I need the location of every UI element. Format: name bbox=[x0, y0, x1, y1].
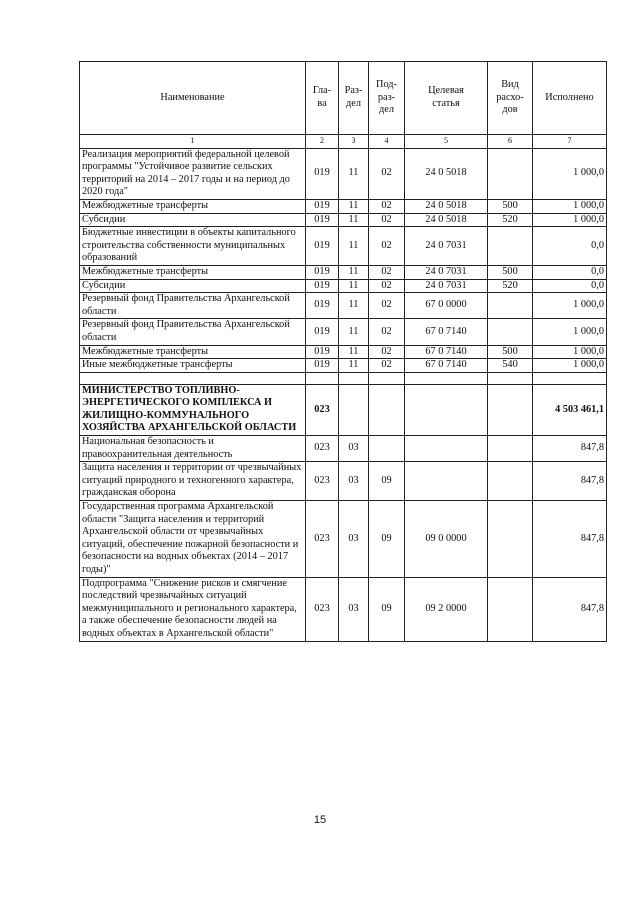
cell-vid bbox=[488, 293, 533, 319]
cell-ispolneno: 847,8 bbox=[533, 436, 607, 462]
cell-celevaya: 67 0 7140 bbox=[405, 359, 488, 373]
table-row bbox=[80, 359, 607, 373]
cell-podrazdel: 02 bbox=[369, 319, 405, 345]
cell-vid bbox=[488, 372, 533, 384]
table-row bbox=[80, 577, 607, 641]
col-number: 1 bbox=[80, 135, 306, 149]
cell-glava: 019 bbox=[306, 227, 339, 266]
cell-vid bbox=[488, 148, 533, 199]
header-name: Наименование bbox=[80, 62, 306, 135]
cell-celevaya bbox=[405, 384, 488, 435]
table-row bbox=[80, 372, 607, 384]
col-number: 2 bbox=[306, 135, 339, 149]
cell-name: Реализация мероприятий федеральной целевой программы "Устойчивое развитие сельских территорий на 2014 – 2017 годы и на период до 2020 года" bbox=[80, 148, 306, 199]
table-row bbox=[80, 293, 607, 319]
cell-podrazdel: 02 bbox=[369, 279, 405, 293]
cell-name bbox=[80, 372, 306, 384]
table-row bbox=[80, 227, 607, 266]
header-row bbox=[80, 62, 607, 135]
cell-podrazdel: 02 bbox=[369, 199, 405, 213]
cell-celevaya: 09 0 0000 bbox=[405, 501, 488, 578]
cell-vid bbox=[488, 436, 533, 462]
cell-glava: 023 bbox=[306, 577, 339, 641]
table-row bbox=[80, 319, 607, 345]
header-razdel: Раз- дел bbox=[339, 62, 369, 135]
cell-ispolneno bbox=[533, 372, 607, 384]
cell-podrazdel: 02 bbox=[369, 265, 405, 279]
cell-name: Резервный фонд Правительства Архангельской области bbox=[80, 293, 306, 319]
cell-celevaya: 09 2 0000 bbox=[405, 577, 488, 641]
cell-podrazdel: 09 bbox=[369, 577, 405, 641]
cell-podrazdel: 02 bbox=[369, 359, 405, 373]
cell-razdel: 11 bbox=[339, 227, 369, 266]
cell-ispolneno: 0,0 bbox=[533, 279, 607, 293]
table-row bbox=[80, 279, 607, 293]
cell-glava bbox=[306, 372, 339, 384]
cell-podrazdel bbox=[369, 384, 405, 435]
cell-ispolneno: 0,0 bbox=[533, 227, 607, 266]
cell-podrazdel: 02 bbox=[369, 148, 405, 199]
cell-celevaya: 67 0 7140 bbox=[405, 345, 488, 359]
table-row bbox=[80, 199, 607, 213]
cell-celevaya: 24 0 5018 bbox=[405, 199, 488, 213]
header-glava: Гла- ва bbox=[306, 62, 339, 135]
cell-razdel: 11 bbox=[339, 148, 369, 199]
page-number: 15 bbox=[313, 814, 327, 826]
cell-vid: 520 bbox=[488, 213, 533, 227]
cell-name: Межбюджетные трансферты bbox=[80, 265, 306, 279]
cell-ispolneno: 1 000,0 bbox=[533, 345, 607, 359]
cell-vid bbox=[488, 384, 533, 435]
cell-vid bbox=[488, 227, 533, 266]
cell-name: Субсидии bbox=[80, 213, 306, 227]
col-number: 3 bbox=[339, 135, 369, 149]
header-ispolneno: Исполнено bbox=[533, 62, 607, 135]
cell-vid: 500 bbox=[488, 345, 533, 359]
cell-ispolneno: 1 000,0 bbox=[533, 213, 607, 227]
cell-razdel bbox=[339, 372, 369, 384]
cell-celevaya: 24 0 7031 bbox=[405, 279, 488, 293]
cell-vid bbox=[488, 462, 533, 501]
cell-name: Межбюджетные трансферты bbox=[80, 345, 306, 359]
cell-glava: 023 bbox=[306, 436, 339, 462]
cell-celevaya: 24 0 5018 bbox=[405, 213, 488, 227]
cell-name: МИНИСТЕРСТВО ТОПЛИВНО-ЭНЕРГЕТИЧЕСКОГО КОМПЛЕКСА И ЖИЛИЩНО-КОММУНАЛЬНОГО ХОЗЯЙСТВА АРХАНГЕЛЬСКОЙ ОБЛАСТИ bbox=[80, 384, 306, 435]
cell-celevaya bbox=[405, 436, 488, 462]
cell-vid: 540 bbox=[488, 359, 533, 373]
cell-name: Государственная программа Архангельской области "Защита населения и территорий Архангельской области от чрезвычайных ситуаций, обеспечение пожарной безопасности и безопасности на водных объектах (2014 – 2017 годы)" bbox=[80, 501, 306, 578]
cell-ispolneno: 0,0 bbox=[533, 265, 607, 279]
table-row bbox=[80, 345, 607, 359]
cell-glava: 019 bbox=[306, 213, 339, 227]
cell-glava: 019 bbox=[306, 279, 339, 293]
cell-razdel: 03 bbox=[339, 577, 369, 641]
table-row bbox=[80, 384, 607, 435]
cell-vid bbox=[488, 319, 533, 345]
cell-podrazdel: 09 bbox=[369, 462, 405, 501]
cell-name: Субсидии bbox=[80, 279, 306, 293]
cell-razdel: 03 bbox=[339, 436, 369, 462]
cell-razdel: 11 bbox=[339, 359, 369, 373]
cell-celevaya: 24 0 7031 bbox=[405, 227, 488, 266]
cell-ispolneno: 847,8 bbox=[533, 462, 607, 501]
col-number: 7 bbox=[533, 135, 607, 149]
cell-celevaya: 24 0 5018 bbox=[405, 148, 488, 199]
cell-vid: 500 bbox=[488, 199, 533, 213]
table-row bbox=[80, 462, 607, 501]
cell-vid: 500 bbox=[488, 265, 533, 279]
cell-podrazdel: 02 bbox=[369, 227, 405, 266]
col-number: 5 bbox=[405, 135, 488, 149]
table-row bbox=[80, 213, 607, 227]
cell-ispolneno: 1 000,0 bbox=[533, 199, 607, 213]
cell-name: Резервный фонд Правительства Архангельской области bbox=[80, 319, 306, 345]
cell-glava: 023 bbox=[306, 501, 339, 578]
cell-razdel: 11 bbox=[339, 213, 369, 227]
cell-glava: 019 bbox=[306, 359, 339, 373]
table-row bbox=[80, 501, 607, 578]
cell-vid: 520 bbox=[488, 279, 533, 293]
cell-razdel: 11 bbox=[339, 345, 369, 359]
cell-razdel: 03 bbox=[339, 462, 369, 501]
cell-razdel: 11 bbox=[339, 199, 369, 213]
cell-ispolneno: 1 000,0 bbox=[533, 148, 607, 199]
table-row bbox=[80, 265, 607, 279]
cell-razdel bbox=[339, 384, 369, 435]
cell-razdel: 03 bbox=[339, 501, 369, 578]
cell-podrazdel: 09 bbox=[369, 501, 405, 578]
table-row bbox=[80, 148, 607, 199]
cell-name: Иные межбюджетные трансферты bbox=[80, 359, 306, 373]
col-number: 6 bbox=[488, 135, 533, 149]
cell-celevaya: 24 0 7031 bbox=[405, 265, 488, 279]
cell-name: Подпрограмма "Снижение рисков и смягчение последствий чрезвычайных ситуаций межмуниципального и регионального характера, а также обеспечение безопасности людей на водных объектах в Архангельской области" bbox=[80, 577, 306, 641]
header-podrazdel: Под- раз- дел bbox=[369, 62, 405, 135]
col-number: 4 bbox=[369, 135, 405, 149]
header-vid: Вид расхо- дов bbox=[488, 62, 533, 135]
cell-vid bbox=[488, 577, 533, 641]
cell-name: Национальная безопасность и правоохранительная деятельность bbox=[80, 436, 306, 462]
cell-glava: 019 bbox=[306, 148, 339, 199]
cell-name: Межбюджетные трансферты bbox=[80, 199, 306, 213]
cell-glava: 023 bbox=[306, 384, 339, 435]
header-celevaya: Целевая статья bbox=[405, 62, 488, 135]
cell-ispolneno: 1 000,0 bbox=[533, 319, 607, 345]
cell-glava: 019 bbox=[306, 293, 339, 319]
cell-glava: 019 bbox=[306, 199, 339, 213]
cell-name: Защита населения и территории от чрезвычайных ситуаций природного и техногенного характера, гражданская оборона bbox=[80, 462, 306, 501]
cell-ispolneno: 1 000,0 bbox=[533, 293, 607, 319]
budget-table bbox=[79, 61, 607, 642]
cell-celevaya: 67 0 7140 bbox=[405, 319, 488, 345]
cell-podrazdel: 02 bbox=[369, 293, 405, 319]
cell-razdel: 11 bbox=[339, 293, 369, 319]
cell-glava: 023 bbox=[306, 462, 339, 501]
cell-razdel: 11 bbox=[339, 279, 369, 293]
cell-ispolneno: 847,8 bbox=[533, 577, 607, 641]
cell-podrazdel: 02 bbox=[369, 345, 405, 359]
cell-podrazdel: 02 bbox=[369, 213, 405, 227]
cell-vid bbox=[488, 501, 533, 578]
cell-celevaya: 67 0 0000 bbox=[405, 293, 488, 319]
cell-ispolneno: 4 503 461,1 bbox=[533, 384, 607, 435]
cell-celevaya bbox=[405, 372, 488, 384]
cell-ispolneno: 1 000,0 bbox=[533, 359, 607, 373]
cell-razdel: 11 bbox=[339, 265, 369, 279]
cell-razdel: 11 bbox=[339, 319, 369, 345]
cell-glava: 019 bbox=[306, 265, 339, 279]
cell-glava: 019 bbox=[306, 345, 339, 359]
cell-glava: 019 bbox=[306, 319, 339, 345]
cell-podrazdel bbox=[369, 372, 405, 384]
table-row bbox=[80, 436, 607, 462]
cell-ispolneno: 847,8 bbox=[533, 501, 607, 578]
column-number-row bbox=[80, 135, 607, 149]
cell-name: Бюджетные инвестиции в объекты капитального строительства собственности муниципальных образований bbox=[80, 227, 306, 266]
cell-celevaya bbox=[405, 462, 488, 501]
cell-podrazdel bbox=[369, 436, 405, 462]
